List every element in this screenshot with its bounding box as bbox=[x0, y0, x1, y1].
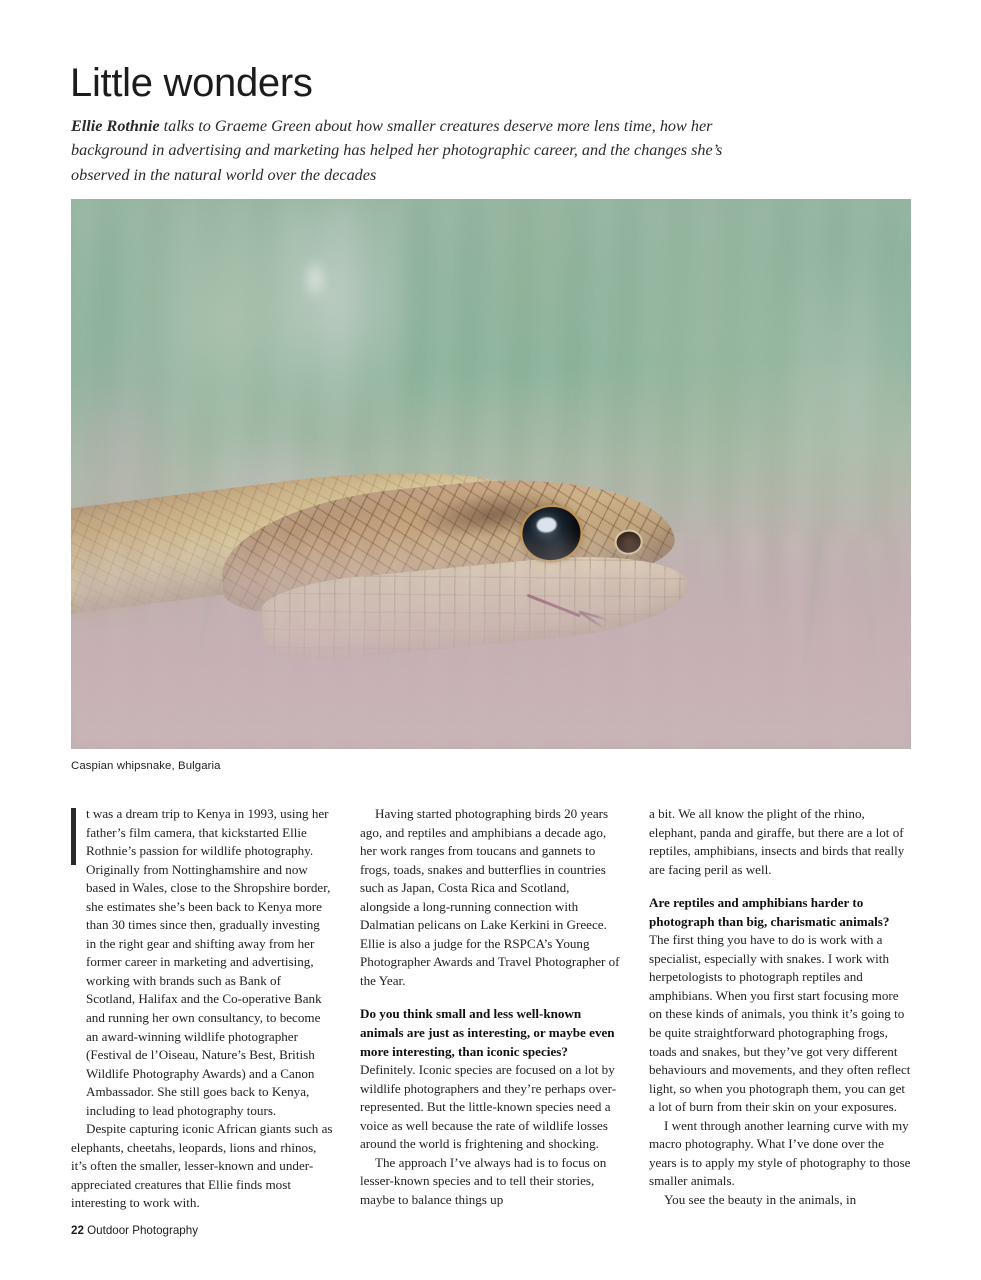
paragraph: t was a dream trip to Kenya in 1993, using her father’s film camera, that kickstarted Ellie Rothnie’s passion for wildlife photography. Originally from Nottinghamshire and now based in Wales, close to the Shropshire border, she estimates she’s been back to Kenya more than 30 times since then, gradually investing in the right gear and shifting away from her former career in marketing and advertising, working with brands such as Bank of Scotland, Halifax and the Co-operative Bank and running her own consultancy, to become an award-winning wildlife photographer (Festival de l’Oiseau, Nature’s Best, British Wildlife Photography Awards) and a Canon Ambassador. She still goes back to Kenya, including to lead photography tours. bbox=[86, 806, 331, 1118]
body-column-two bbox=[360, 805, 622, 1205]
standfirst-rest: talks to Graeme Green about how smaller creatures deserve more lens time, how her background in advertising and marketing has helped her photographic career, and the changes she’s observed in the natural world over the decades bbox=[71, 117, 723, 184]
snake-eye-glint bbox=[536, 517, 557, 534]
standfirst bbox=[71, 114, 771, 187]
paragraph: Having started photographing birds 20 years ago, and reptiles and amphibians a decade ago, her work ranges from toucans and gannets to frogs, toads, snakes and butterflies in countries such as Japan, Costa Rica and Scotland, alongside a long-running connection with Dalmatian pelicans on Lake Kerkini in Greece. Ellie is also a judge for the RSPCA’s Young Photographer Awards and Travel Photographer of the Year. bbox=[360, 806, 620, 988]
photo-highlight-spot bbox=[298, 249, 332, 309]
body-column-one bbox=[71, 805, 333, 1211]
photo-foreground-haze bbox=[71, 535, 911, 750]
body-column-three bbox=[649, 805, 911, 1205]
interview-answer: The first thing you have to do is work with a specialist, especially with snakes. I work with herpetologists to photograph reptiles and amphibians. When you first start focusing more on these kinds of animals, you think it’s going to be quite straightforward photographing frogs, toads and snakes, but they’ve got very different behaviours and movements, and they often reflect light, so when you photograph them, you can get a lot of burn from their skin on your exposures. bbox=[649, 932, 911, 1115]
page-title: Little wonders bbox=[70, 61, 313, 105]
paragraph: Despite capturing iconic African giants such as elephants, cheetahs, leopards, lions and rhinos, it’s often the smaller, lesser-known and under-appreciated creatures that Ellie finds most interesting to work with. bbox=[71, 1121, 333, 1211]
photo-caption: Caspian whipsnake, Bulgaria bbox=[71, 760, 221, 772]
paragraph: The approach I’ve always had is to focus on lesser-known species and to tell their stories, maybe to balance things up bbox=[360, 1154, 607, 1207]
page-number: 22 bbox=[71, 1224, 84, 1237]
article-photo bbox=[71, 199, 911, 749]
paragraph: I went through another learning curve with my macro photography. What I’ve done over the years is to apply my style of photography to those smaller animals. bbox=[649, 1117, 911, 1189]
drop-cap-letter bbox=[71, 808, 76, 865]
page-footer bbox=[71, 1224, 198, 1237]
interview-question: Do you think small and less well-known animals are just as interesting, or maybe even more interesting, than iconic species? bbox=[360, 1006, 615, 1059]
interview-question: Are reptiles and amphibians harder to photograph than big, charismatic animals? bbox=[649, 895, 890, 929]
paragraph: You see the beauty in the animals, in bbox=[664, 1191, 857, 1207]
paragraph: a bit. We all know the plight of the rhino, elephant, panda and giraffe, but there are a lot of reptiles, amphibians, insects and birds that really are facing peril as well. bbox=[649, 806, 905, 877]
standfirst-lead: Ellie Rothnie bbox=[71, 117, 160, 135]
publication-name: Outdoor Photography bbox=[83, 1224, 198, 1237]
article-body bbox=[71, 805, 911, 1211]
interview-answer: Definitely. Iconic species are focused on a lot by wildlife photographers and they’re perhaps over-represented. But the little-known species need a voice as well because the rate of wildlife losses around the world is frightening and shocking. bbox=[360, 1062, 617, 1152]
